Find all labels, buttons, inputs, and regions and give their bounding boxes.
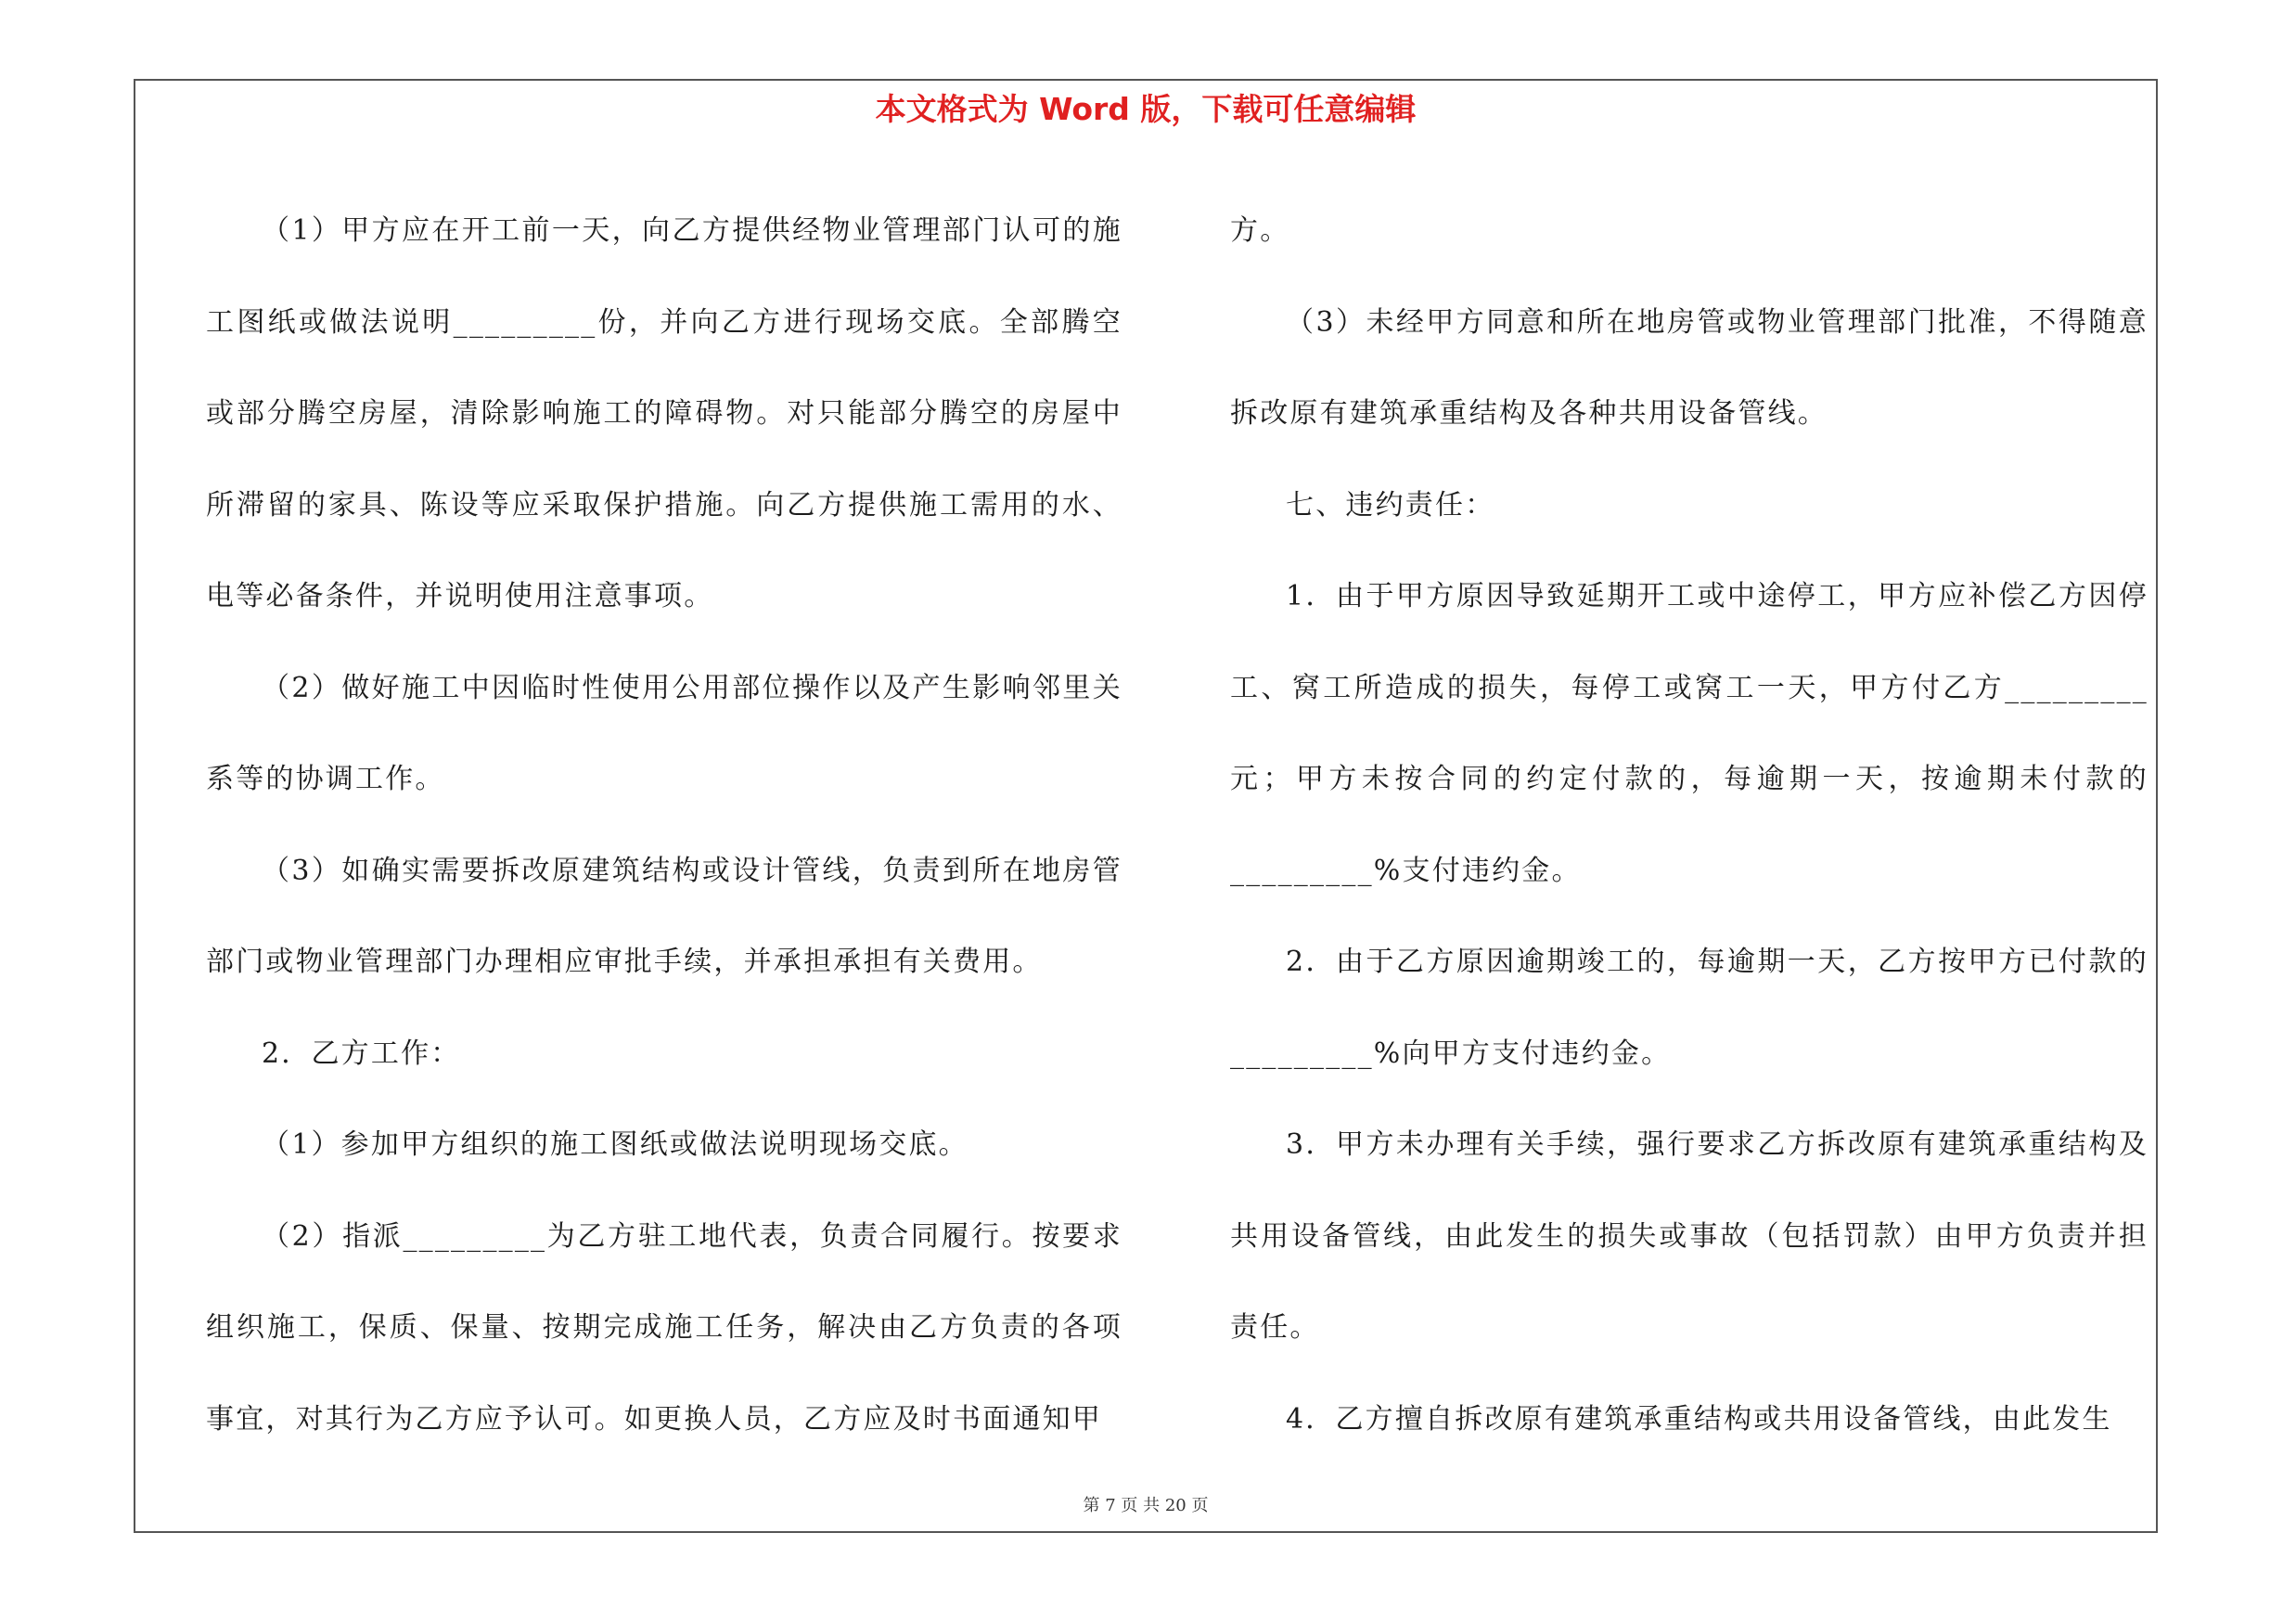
section-heading: 七、违约责任： bbox=[1286, 488, 1495, 522]
paragraph-continuation: 方。 bbox=[1230, 214, 1290, 247]
paragraph: （3）未经甲方同意和所在地房管或物业管理部门批准，不得随意拆改原有建筑承重结构及各种共用设备管线。 bbox=[1230, 305, 2148, 430]
word-format-banner: 本文格式为 Word 版，下载可任意编辑 bbox=[875, 91, 1417, 127]
paragraph: （1）甲方应在开工前一天，向乙方提供经物业管理部门认可的施工图纸或做法说明_________份，并向乙方进行现场交底。全部腾空或部分腾空房屋，清除影响施工的障碍物。对只能部分腾空的房屋中所滞留的家具、陈设等应采取保护措施。向乙方提供施工需用的水、电等必备条件，并说明使用注意事项。 bbox=[206, 214, 1122, 612]
paragraph: 3．甲方未办理有关手续，强行要求乙方拆改原有建筑承重结构及共用设备管线，由此发生的损失或事故（包括罚款）由甲方负责并担责任。 bbox=[1230, 1128, 2148, 1344]
paragraph: （2）指派_________为乙方驻工地代表，负责合同履行。按要求组织施工，保质、保量、按期完成施工任务，解决由乙方负责的各项事宜，对其行为乙方应予认可。如更换人员，乙方应及时书面通知甲 bbox=[206, 1219, 1122, 1436]
paragraph: 2．由于乙方原因逾期竣工的，每逾期一天，乙方按甲方已付款的_________%向甲方支付违约金。 bbox=[1230, 946, 2148, 1070]
left-column bbox=[206, 186, 1122, 1465]
right-column bbox=[1230, 186, 2148, 1465]
paragraph: 4．乙方擅自拆改原有建筑承重结构或共用设备管线，由此发生 bbox=[1286, 1402, 2112, 1436]
paragraph: 1．由于甲方原因导致延期开工或中途停工，甲方应补偿乙方因停工、窝工所造成的损失，每停工或窝工一天，甲方付乙方_________元；甲方未按合同的约定付款的，每逾期一天，按逾期未付款的_________%支付违约金。 bbox=[1230, 580, 2148, 887]
paragraph: （1）参加甲方组织的施工图纸或做法说明现场交底。 bbox=[262, 1128, 968, 1161]
paragraph: （2）做好施工中因临时性使用公用部位操作以及产生影响邻里关系等的协调工作。 bbox=[206, 671, 1122, 795]
page-number: 第 7 页 共 20 页 bbox=[1083, 1496, 1209, 1515]
section-heading: 2．乙方工作： bbox=[262, 1037, 461, 1070]
paragraph: （3）如确实需要拆改原建筑结构或设计管线，负责到所在地房管部门或物业管理部门办理相应审批手续，并承担承担有关费用。 bbox=[206, 854, 1122, 978]
